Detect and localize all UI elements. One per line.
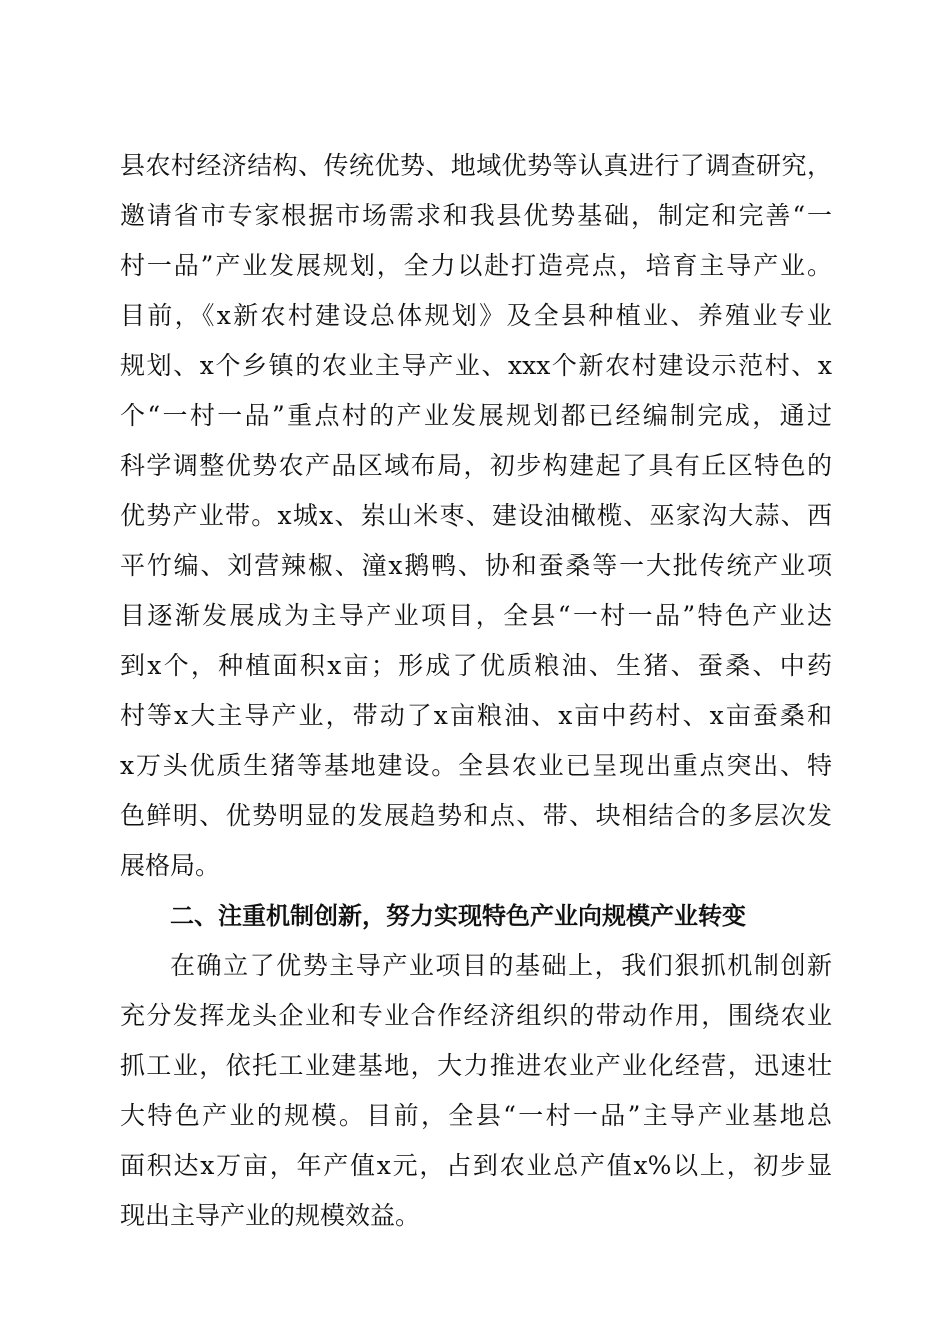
paragraph-1-line-13: x万头优质生猪等基地建设。全县农业已呈现出重点突出、特	[120, 751, 832, 780]
paragraph-1-line-4: 目前，《x新农村建设总体规划》及全县种植业、养殖业专业	[120, 301, 832, 330]
paragraph-1-line-6: 个“一村一品”重点村的产业发展规划都已经编制完成，通过	[120, 401, 832, 430]
paragraph-1-line-15: 展格局。	[120, 851, 221, 880]
section-heading: 二、注重机制创新，努力实现特色产业向规模产业转变	[170, 902, 746, 930]
paragraph-1-line-11: 到x个，种植面积x亩；形成了优质粮油、生猪、蚕桑、中药	[120, 651, 832, 680]
paragraph-1-line-1: 县农村经济结构、传统优势、地域优势等认真进行了调查研究，	[120, 151, 832, 180]
paragraph-2-line-2: 充分发挥龙头企业和专业合作经济组织的带动作用，围绕农业	[120, 1001, 832, 1030]
paragraph-1-line-3: 村一品”产业发展规划，全力以赴打造亮点，培育主导产业。	[120, 251, 832, 280]
paragraph-2-line-3: 抓工业，依托工业建基地，大力推进农业产业化经营，迅速壮	[120, 1051, 832, 1080]
paragraph-1-line-8: 优势产业带。x城x、岽山米枣、建设油橄榄、巫家沟大蒜、西	[120, 501, 832, 530]
paragraph-2-line-6: 现出主导产业的规模效益。	[120, 1201, 421, 1230]
paragraph-1-line-10: 目逐渐发展成为主导产业项目，全县“一村一品”特色产业达	[120, 601, 832, 630]
paragraph-1-line-7: 科学调整优势农产品区域布局，初步构建起了具有丘区特色的	[120, 451, 832, 480]
paragraph-2-line-1: 在确立了优势主导产业项目的基础上，我们狠抓机制创新	[170, 951, 832, 980]
paragraph-2-line-5: 面积达x万亩，年产值x元，占到农业总产值x%以上，初步显	[120, 1151, 832, 1180]
paragraph-2-line-4: 大特色产业的规模。目前，全县“一村一品”主导产业基地总	[120, 1101, 832, 1130]
paragraph-1-line-9: 平竹编、刘营辣椒、潼x鹅鸭、协和蚕桑等一大批传统产业项	[120, 551, 832, 580]
paragraph-1-line-5: 规划、x个乡镇的农业主导产业、xxx个新农村建设示范村、x	[120, 351, 832, 380]
paragraph-1-line-12: 村等x大主导产业，带动了x亩粮油、x亩中药村、x亩蚕桑和	[120, 701, 832, 730]
paragraph-1-line-2: 邀请省市专家根据市场需求和我县优势基础，制定和完善“一	[120, 201, 832, 230]
paragraph-1-line-14: 色鲜明、优势明显的发展趋势和点、带、块相结合的多层次发	[120, 801, 832, 830]
